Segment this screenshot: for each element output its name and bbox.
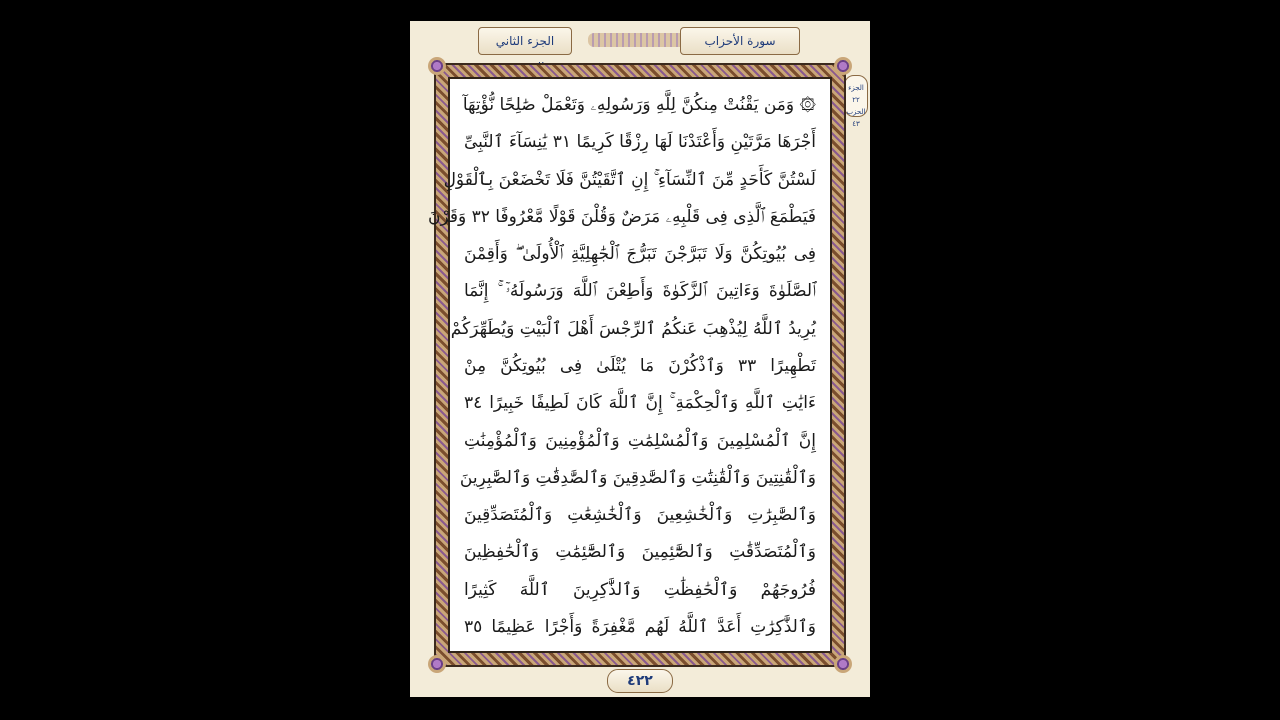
verse-line: وَٱلصَّٰبِرَٰتِ وَٱلْخَٰشِعِينَ وَٱلْخَٰشِعَٰتِ وَٱلْمُتَصَدِّقِينَ [464, 505, 816, 526]
verse-line: وَٱلْقَٰنِتِينَ وَٱلْقَٰنِتَٰتِ وَٱلصَّٰدِقِينَ وَٱلصَّٰدِقَٰتِ وَٱلصَّٰبِرِينَ [459, 467, 816, 488]
hizb-marker-juz: الجزء ٢٢ [848, 84, 864, 104]
ornamental-frame [428, 63, 846, 667]
verse-line: فَيَطْمَعَ ٱلَّذِى فِى قَلْبِهِۦ مَرَضٌ وَقُلْنَ قَوْلًا مَّعْرُوفًا ٣٢ وَقَرْنَ [428, 206, 816, 227]
verse-line: تَطْهِيرًا ٣٣ وَٱذْكُرْنَ مَا يُتْلَىٰ فِى بُيُوتِكُنَّ مِنْ [464, 355, 816, 376]
page-header [410, 21, 870, 59]
verse-line: ٱلصَّلَوٰةَ وَءَاتِينَ ٱلزَّكَوٰةَ وَأَطِعْنَ ٱللَّهَ وَرَسُولَهُۥٓ ۚ إِنَّمَا [464, 281, 816, 302]
frame-corner-icon [428, 57, 446, 75]
text-frame [428, 77, 832, 653]
frame-corner-icon [834, 57, 852, 75]
verse-text [428, 91, 818, 641]
header-ornament [588, 33, 688, 47]
verse-line: إِنَّ ٱلْمُسْلِمِينَ وَٱلْمُسْلِمَٰتِ وَٱلْمُؤْمِنِينَ وَٱلْمُؤْمِنَٰتِ [464, 430, 816, 451]
page-footer [410, 667, 870, 697]
surah-label: سورة الأحزاب [680, 27, 800, 55]
verse-line: ءَايَٰتِ ٱللَّهِ وَٱلْحِكْمَةِ ۚ إِنَّ ٱللَّهَ كَانَ لَطِيفًا خَبِيرًا ٣٤ [464, 393, 816, 414]
verse-line: وَٱلْمُتَصَدِّقَٰتِ وَٱلصَّٰٓئِمِينَ وَٱلصَّٰٓئِمَٰتِ وَٱلْحَٰفِظِينَ [464, 542, 816, 563]
verse-line: وَٱلذَّٰكِرَٰتِ أَعَدَّ ٱللَّهُ لَهُم مَّغْفِرَةً وَأَجْرًا عَظِيمًا ٣٥ [464, 616, 816, 637]
verse-line: ۞ وَمَن يَقْنُتْ مِنكُنَّ لِلَّهِ وَرَسُولِهِۦ وَتَعْمَلْ صَٰلِحًا نُّؤْتِهَآ [462, 95, 816, 115]
hizb-marker [844, 75, 868, 128]
hizb-marker-hizb: الحزب ٤٣ [846, 108, 866, 128]
mushaf-page [410, 21, 870, 697]
verse-line: لَسْتُنَّ كَأَحَدٍ مِّنَ ٱلنِّسَآءِ ۚ إِنِ ٱتَّقَيْتُنَّ فَلَا تَخْضَعْنَ بِٱلْقَوْلِ [443, 169, 816, 190]
verse-line: أَجْرَهَا مَرَّتَيْنِ وَأَعْتَدْنَا لَهَا رِزْقًا كَرِيمًا ٣١ يَٰنِسَآءَ ٱلنَّبِىِّ [464, 132, 817, 153]
verse-line: فُرُوجَهُمْ وَٱلْحَٰفِظَٰتِ وَٱلذَّٰكِرِينَ ٱللَّهَ كَثِيرًا [464, 579, 816, 600]
verse-line: فِى بُيُوتِكُنَّ وَلَا تَبَرَّجْنَ تَبَرُّجَ ٱلْجَٰهِلِيَّةِ ٱلْأُولَىٰ ۖ وَأَقِمْنَ [464, 244, 816, 265]
verse-line: يُرِيدُ ٱللَّهُ لِيُذْهِبَ عَنكُمُ ٱلرِّجْسَ أَهْلَ ٱلْبَيْتِ وَيُطَهِّرَكُمْ [450, 318, 816, 339]
juz-label: الجزء الثاني [478, 27, 572, 55]
page-number: ٤٢٢ [607, 669, 673, 693]
